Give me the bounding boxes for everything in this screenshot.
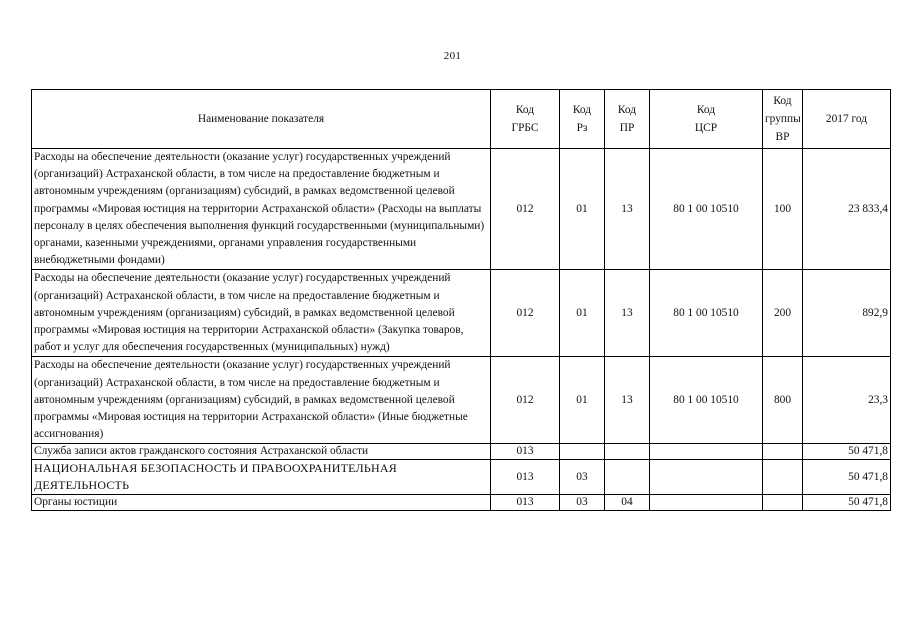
row-name: НАЦИОНАЛЬНАЯ БЕЗОПАСНОСТЬ И ПРАВООХРАНИТЕЛЬНАЯ ДЕЯТЕЛЬНОСТЬ <box>32 460 491 495</box>
row-amount: 50 471,8 <box>803 444 891 460</box>
row-vr <box>763 444 803 460</box>
table-row <box>32 357 891 444</box>
row-rz: 01 <box>560 270 605 357</box>
header-rz <box>560 90 605 149</box>
header-row <box>32 90 891 149</box>
header-vr-line1: Код <box>773 95 792 107</box>
row-csr <box>650 495 763 511</box>
row-name: Служба записи актов гражданского состояния Астраханской области <box>32 444 491 460</box>
row-name: Расходы на обеспечение деятельности (оказание услуг) государственных учреждений (организаций) Астраханской области, в том числе на предоставление бюджетным и автономным учреждениям (организациям) субсидий, в рамках ведомственной целевой программы «Мировая юстиция на территории Астраханской области» (Расходы на выплаты персоналу в целях обеспечения выполнения функций государственными (муниципальными) органами, казенными учреждениями, органами управления государственными внебюджетными фондами) <box>32 149 491 270</box>
row-csr <box>650 460 763 495</box>
row-name: Расходы на обеспечение деятельности (оказание услуг) государственных учреждений (организаций) Астраханской области, в том числе на предоставление бюджетным и автономным учреждениям (организациям) субсидий, в рамках ведомственной целевой программы «Мировая юстиция на территории Астраханской области» (Закупка товаров, работ и услуг для обеспечения государственных (муниципальных) нужд) <box>32 270 491 357</box>
row-name: Органы юстиции <box>32 495 491 511</box>
row-pr: 04 <box>605 495 650 511</box>
row-rz <box>560 444 605 460</box>
row-vr <box>763 460 803 495</box>
row-vr: 100 <box>763 149 803 270</box>
row-grbs: 013 <box>491 495 560 511</box>
header-name: Наименование показателя <box>32 90 491 149</box>
header-amount: 2017 год <box>803 90 891 149</box>
row-rz: 01 <box>560 357 605 444</box>
header-pr <box>605 90 650 149</box>
header-csr <box>650 90 763 149</box>
table-row <box>32 444 891 460</box>
header-grbs <box>491 90 560 149</box>
table-row <box>32 149 891 270</box>
table-row <box>32 495 891 511</box>
row-rz: 03 <box>560 495 605 511</box>
header-vr <box>763 90 803 149</box>
row-csr: 80 1 00 10510 <box>650 149 763 270</box>
page-number: 201 <box>443 50 462 62</box>
table-row <box>32 270 891 357</box>
row-grbs: 012 <box>491 270 560 357</box>
row-grbs: 013 <box>491 444 560 460</box>
row-amount: 50 471,8 <box>803 495 891 511</box>
row-vr: 800 <box>763 357 803 444</box>
row-vr: 200 <box>763 270 803 357</box>
header-pr-line1: Код <box>617 104 637 116</box>
row-csr <box>650 444 763 460</box>
row-pr: 13 <box>605 149 650 270</box>
row-grbs: 012 <box>491 357 560 444</box>
header-pr-line2: ПР <box>619 122 635 134</box>
row-pr: 13 <box>605 357 650 444</box>
header-csr-line1: Код <box>696 104 716 116</box>
header-vr-line3: ВР <box>775 131 790 143</box>
row-vr <box>763 495 803 511</box>
row-grbs: 012 <box>491 149 560 270</box>
row-pr <box>605 460 650 495</box>
row-rz: 03 <box>560 460 605 495</box>
row-pr <box>605 444 650 460</box>
table-row <box>32 460 891 495</box>
header-grbs-line2: ГРБС <box>511 122 539 134</box>
header-vr-line2: группы <box>765 113 801 125</box>
row-amount: 23 833,4 <box>803 149 891 270</box>
header-grbs-line1: Код <box>515 104 535 116</box>
header-csr-line2: ЦСР <box>694 122 718 134</box>
budget-table <box>31 89 891 511</box>
row-amount: 892,9 <box>803 270 891 357</box>
row-grbs: 013 <box>491 460 560 495</box>
row-name: Расходы на обеспечение деятельности (оказание услуг) государственных учреждений (организаций) Астраханской области, в том числе на предоставление бюджетным и автономным учреждениям (организациям) субсидий, в рамках ведомственной целевой программы «Мировая юстиция на территории Астраханской области» (Иные бюджетные ассигнования) <box>32 357 491 444</box>
row-rz: 01 <box>560 149 605 270</box>
header-rz-line1: Код <box>572 104 592 116</box>
row-amount: 23,3 <box>803 357 891 444</box>
row-csr: 80 1 00 10510 <box>650 270 763 357</box>
header-rz-line2: Рз <box>576 122 588 134</box>
row-amount: 50 471,8 <box>803 460 891 495</box>
row-csr: 80 1 00 10510 <box>650 357 763 444</box>
row-pr: 13 <box>605 270 650 357</box>
